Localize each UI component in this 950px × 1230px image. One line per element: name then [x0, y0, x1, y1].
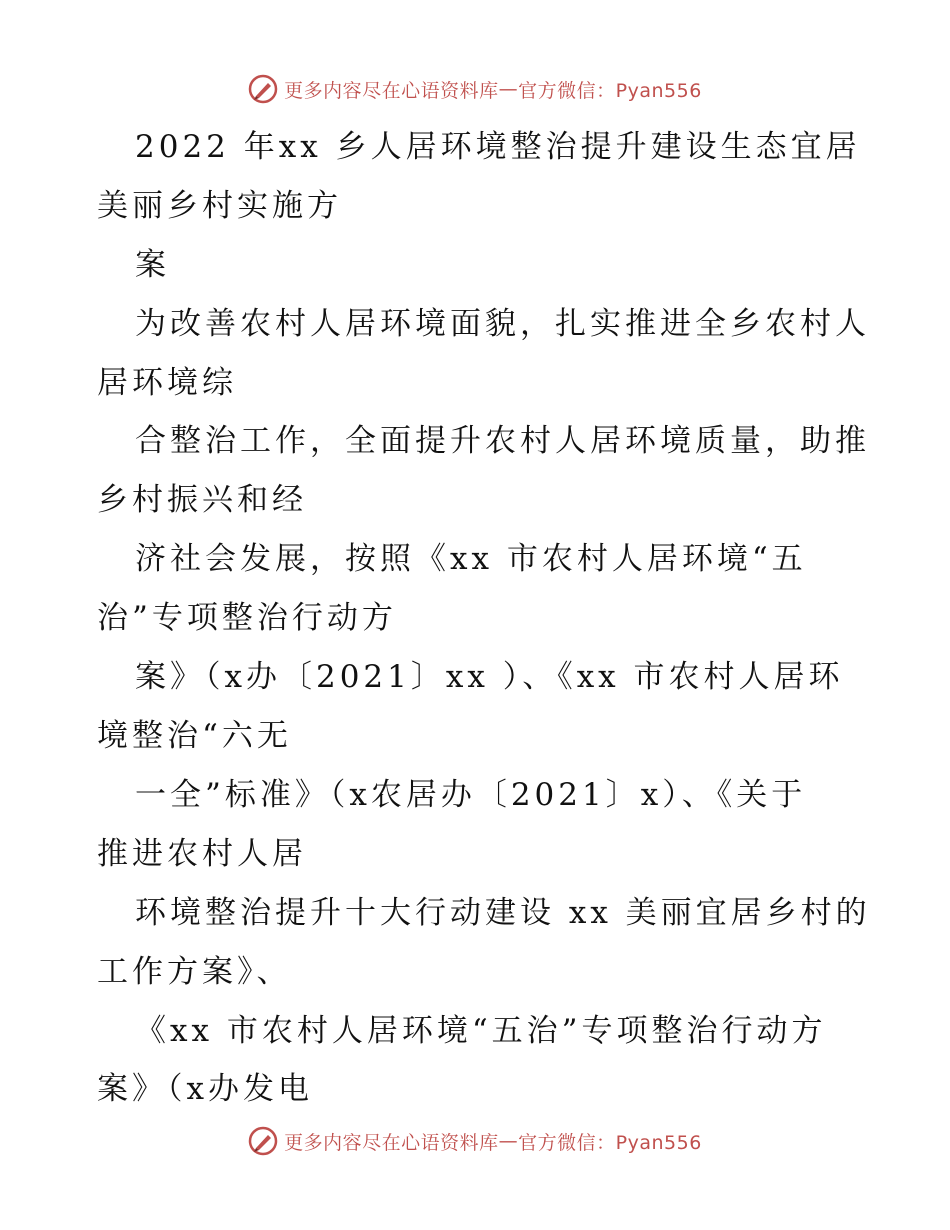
- text-line: 美丽乡村实施方: [97, 188, 342, 224]
- watermark-brand: 更多内容尽在心语资料库: [284, 79, 499, 102]
- text-line: 《xx 市农村人居环境“五治”专项整治行动方: [135, 1013, 827, 1049]
- text-line: 案》（x办发电: [97, 1071, 313, 1107]
- text-line: 案: [135, 247, 170, 283]
- text-line: 境整治“六无: [97, 718, 292, 754]
- watermark-brand: 更多内容尽在心语资料库: [284, 1131, 499, 1154]
- text-line: 工作方案》、: [97, 954, 292, 990]
- watermark-wechat: 官方微信：Pyan556: [518, 1131, 702, 1154]
- text-line: 推进农村人居: [97, 836, 307, 872]
- watermark-wechat: 官方微信：Pyan556: [518, 79, 702, 102]
- text-line: 乡村振兴和经: [97, 482, 307, 518]
- watermark-separator: —: [498, 1130, 519, 1152]
- text-line: 合整治工作，全面提升农村人居环境质量，助推: [135, 423, 870, 459]
- text-line: 案》（x办〔2021〕xx ）、《xx 市农村人居环: [135, 659, 844, 695]
- text-line: 为改善农村人居环境面貌，扎实推进全乡农村人: [135, 306, 870, 342]
- text-line: 济社会发展，按照《xx 市农村人居环境“五: [135, 541, 807, 577]
- text-line: 治”专项整治行动方: [97, 600, 397, 636]
- footer-watermark: [0, 1126, 950, 1156]
- text-line: 一全”标准》（x农居办〔2021〕x）、《关于: [135, 777, 807, 813]
- text-line: 居环境综: [97, 365, 237, 401]
- text-line: 2022 年xx 乡人居环境整治提升建设生态宜居: [135, 129, 861, 165]
- watermark-separator: —: [498, 78, 519, 100]
- text-line: 环境整治提升十大行动建设 xx 美丽宜居乡村的: [135, 895, 871, 931]
- pen-logo-icon: [248, 1126, 278, 1156]
